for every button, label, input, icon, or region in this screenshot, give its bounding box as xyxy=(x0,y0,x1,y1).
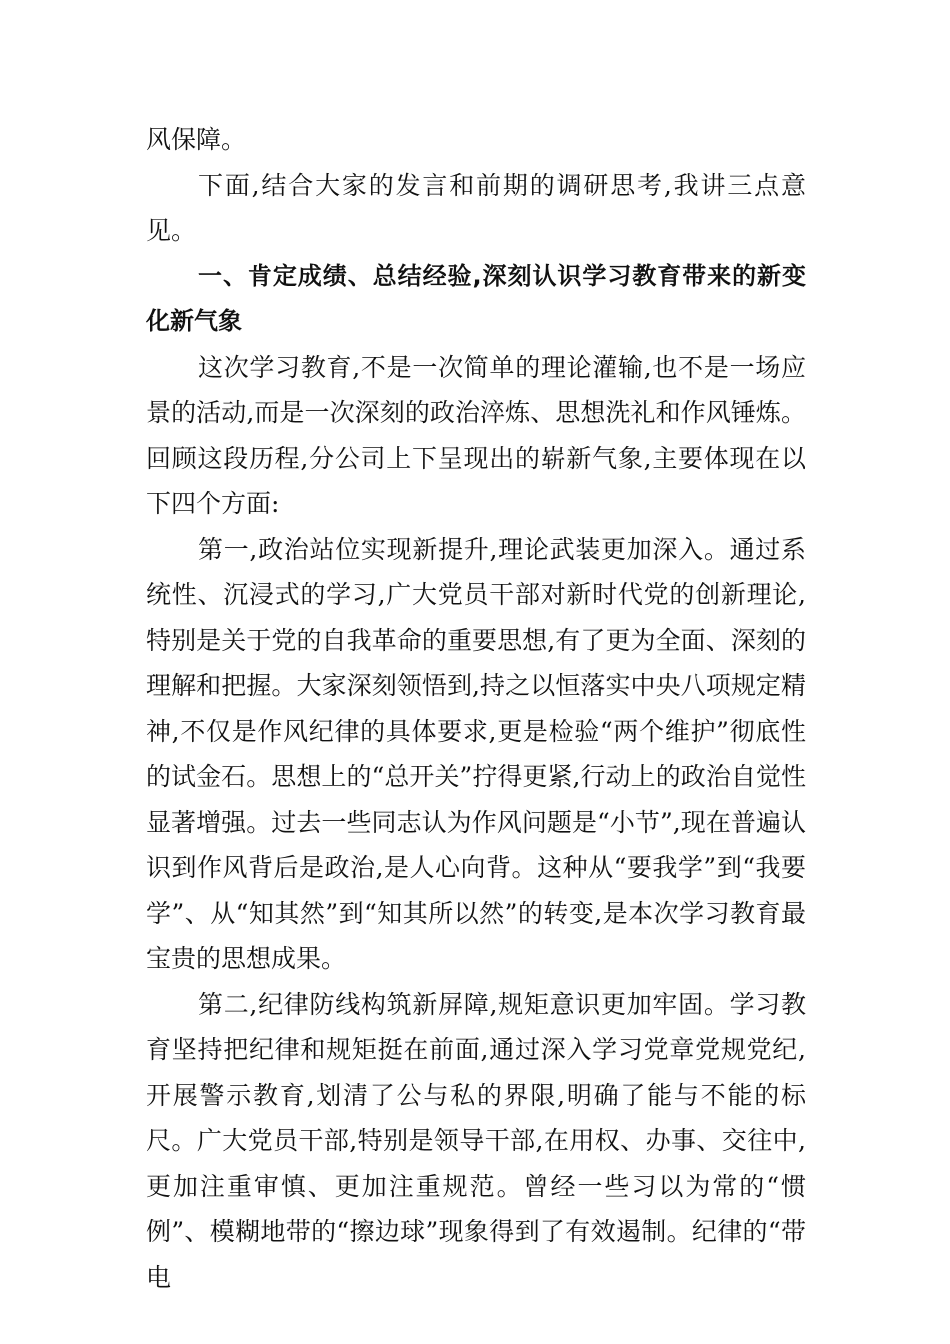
paragraph-point-two: 第二,纪律防线构筑新屏障,规矩意识更加牢固。学习教育坚持把纪律和规矩挺在前面,通过深入学习党章党规党纪,开展警示教育,划清了公与私的界限,明确了能与不能的标尺。广大党员干部,特别是领导干部,在用权、办事、交往中,更加注重审慎、更加注重规范。曾经一些习以为常的“惯例”、模糊地带的“擦边球”现象得到了有效遏制。纪律的“带电 xyxy=(146,989,806,1292)
paragraph-continuation: 风保障。 xyxy=(146,125,247,154)
paragraph-point-one: 第一,政治站位实现新提升,理论武装更加深入。通过系统性、沉浸式的学习,广大党员干部对新时代党的创新理论,特别是关于党的自我革命的重要思想,有了更为全面、深刻的理解和把握。大家深刻领悟到,持之以恒落实中央八项规定精神,不仅是作风纪律的具体要求,更是检验“两个维护”彻底性的试金石。思想上的“总开关”拧得更紧,行动上的政治自觉性显著增强。过去一些同志认为作风问题是“小节”,现在普遍认识到作风背后是政治,是人心向背。这种从“要我学”到“我要学”、从“知其然”到“知其所以然”的转变,是本次学习教育最宝贵的思想成果。 xyxy=(146,534,806,973)
paragraph-intro: 下面,结合大家的发言和前期的调研思考,我讲三点意见。 xyxy=(146,170,806,245)
document-body xyxy=(146,117,806,1300)
paragraph-overview: 这次学习教育,不是一次简单的理论灌输,也不是一场应景的活动,而是一次深刻的政治淬炼、思想洗礼和作风锤炼。回顾这段历程,分公司上下呈现出的崭新气象,主要体现在以下四个方面: xyxy=(146,352,806,518)
section-heading: 一、肯定成绩、总结经验,深刻认识学习教育带来的新变化新气象 xyxy=(146,261,806,335)
